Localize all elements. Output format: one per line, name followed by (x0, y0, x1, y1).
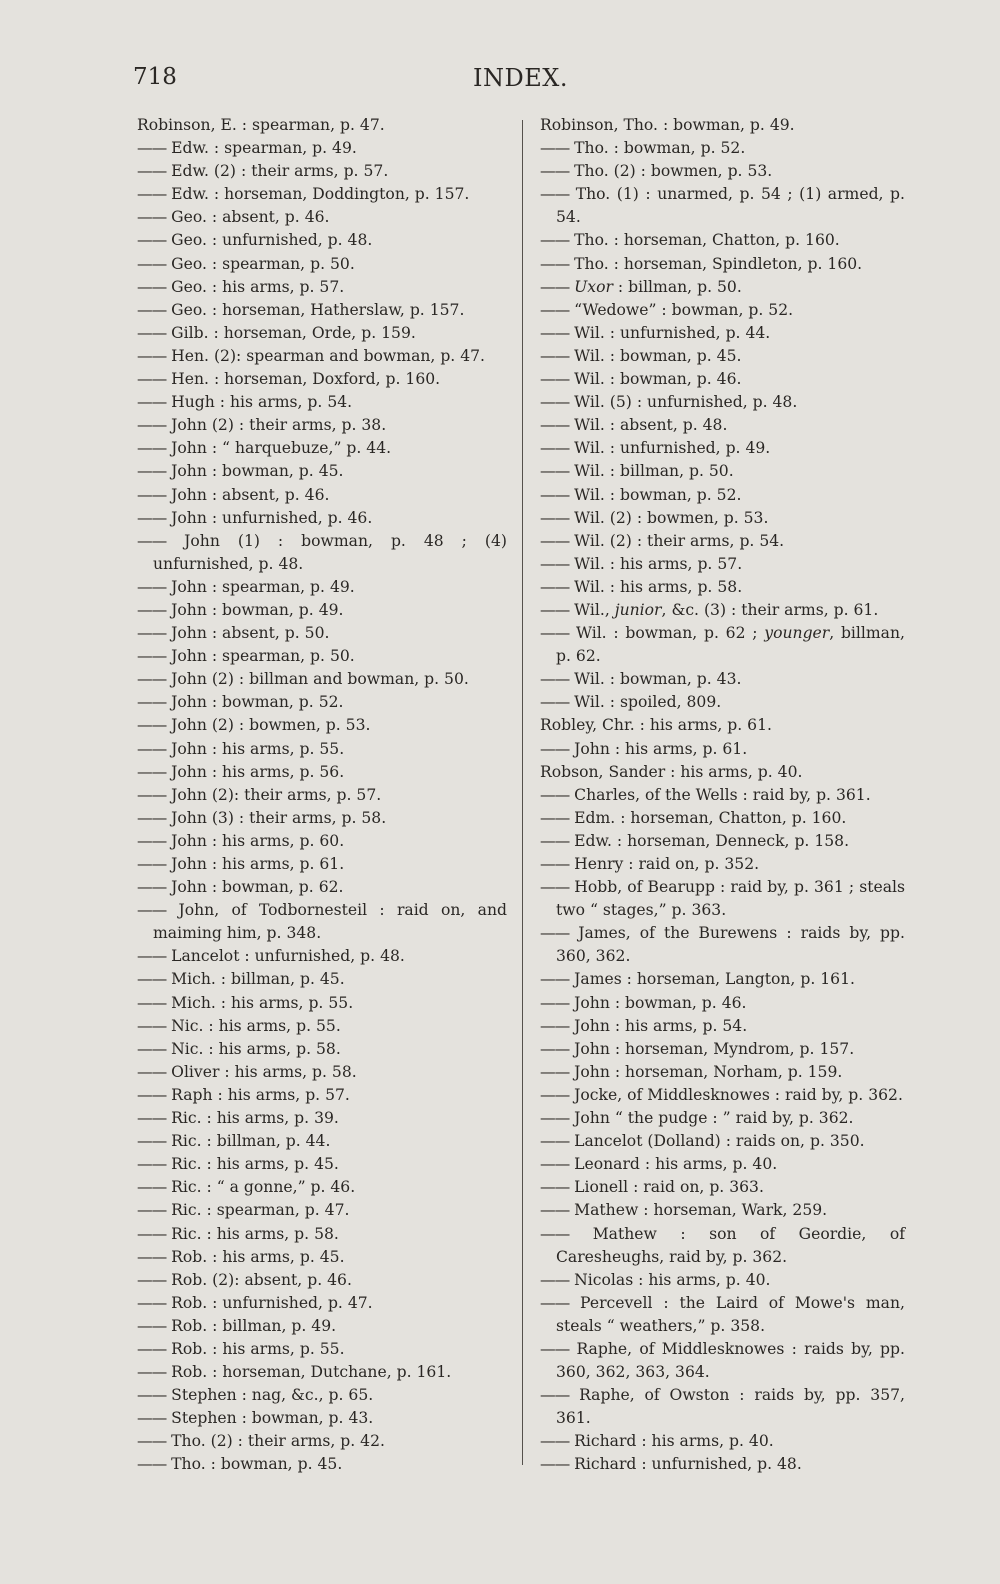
index-subentry: —— Mathew : horseman, Wark, 259. (540, 1199, 905, 1222)
index-subentry: —— Richard : unfurnished, p. 48. (540, 1453, 905, 1476)
index-subentry: —— Rob. : his arms, p. 55. (137, 1338, 507, 1361)
index-subentry: —— Tho. : horseman, Chatton, p. 160. (540, 229, 905, 252)
index-subentry: —— John : his arms, p. 61. (137, 853, 507, 876)
index-subentry: —— John : his arms, p. 54. (540, 1015, 905, 1038)
index-column-left (137, 114, 507, 1477)
index-subentry: —— Edw. : horseman, Denneck, p. 158. (540, 830, 905, 853)
index-subentry: —— John : bowman, p. 45. (137, 460, 507, 483)
index-subentry: —— Tho. : horseman, Spindleton, p. 160. (540, 253, 905, 276)
index-subentry: —— Oliver : his arms, p. 58. (137, 1061, 507, 1084)
page-number: 718 (133, 64, 177, 90)
index-subentry: —— Wil. : bowman, p. 52. (540, 484, 905, 507)
index-subentry: —— Hen. (2): spearman and bowman, p. 47. (137, 345, 507, 368)
index-subentry: —— Stephen : bowman, p. 43. (137, 1407, 507, 1430)
index-subentry: —— Mathew : son of Geordie, of Caresheughs, raid by, p. 362. (540, 1223, 905, 1269)
index-subentry: —— Wil. : absent, p. 48. (540, 414, 905, 437)
index-subentry: —— Stephen : nag, &c., p. 65. (137, 1384, 507, 1407)
index-subentry: —— Wil. : bowman, p. 62 ; younger, billman, p. 62. (540, 622, 905, 668)
index-subentry: —— Leonard : his arms, p. 40. (540, 1153, 905, 1176)
index-subentry: —— Wil. (2) : bowmen, p. 53. (540, 507, 905, 530)
index-subentry: —— John, of Todbornesteil : raid on, and maiming him, p. 348. (137, 899, 507, 945)
index-subentry: —— Charles, of the Wells : raid by, p. 361. (540, 784, 905, 807)
index-subentry: —— Ric. : spearman, p. 47. (137, 1199, 507, 1222)
index-subentry: —— Mich. : billman, p. 45. (137, 968, 507, 991)
index-subentry: —— Raph : his arms, p. 57. (137, 1084, 507, 1107)
index-subentry: —— Edw. : spearman, p. 49. (137, 137, 507, 160)
index-subentry: —— Hobb, of Bearupp : raid by, p. 361 ; steals two “ stages,” p. 363. (540, 876, 905, 922)
index-subentry: —— Rob. (2): absent, p. 46. (137, 1269, 507, 1292)
index-subentry: —— Nic. : his arms, p. 55. (137, 1015, 507, 1038)
index-entry: Robinson, E. : spearman, p. 47. (137, 116, 385, 134)
index-subentry: —— Lionell : raid on, p. 363. (540, 1176, 905, 1199)
index-subentry: —— Geo. : absent, p. 46. (137, 206, 507, 229)
index-subentry: —— Edm. : horseman, Chatton, p. 160. (540, 807, 905, 830)
index-subentry: —— Hugh : his arms, p. 54. (137, 391, 507, 414)
index-subentry: —— Rob. : horseman, Dutchane, p. 161. (137, 1361, 507, 1384)
index-subentry: —— Jocke, of Middlesknowes : raid by, p. 362. (540, 1084, 905, 1107)
column-divider (522, 120, 523, 1465)
index-subentry: —— Rob. : unfurnished, p. 47. (137, 1292, 507, 1315)
index-subentry: —— John : spearman, p. 49. (137, 576, 507, 599)
index-subentry: —— Tho. : bowman, p. 45. (137, 1453, 507, 1476)
index-subentry: —— John : his arms, p. 61. (540, 738, 905, 761)
index-subentry: —— Wil. : bowman, p. 46. (540, 368, 905, 391)
index-subentry: —— Percevell : the Laird of Mowe's man, steals “ weathers,” p. 358. (540, 1292, 905, 1338)
index-subentry: —— James : horseman, Langton, p. 161. (540, 968, 905, 991)
index-subentry: —— Raphe, of Owston : raids by, pp. 357, 361. (540, 1384, 905, 1430)
index-subentry: —— Uxor : billman, p. 50. (540, 276, 905, 299)
index-subentry: —— Lancelot : unfurnished, p. 48. (137, 945, 507, 968)
index-subentry: —— Hen. : horseman, Doxford, p. 160. (137, 368, 507, 391)
index-subentry: —— John : horseman, Myndrom, p. 157. (540, 1038, 905, 1061)
index-subentry: —— John “ the pudge : ” raid by, p. 362. (540, 1107, 905, 1130)
index-subentry: —— Wil. : unfurnished, p. 44. (540, 322, 905, 345)
index-subentry: —— Wil. : his arms, p. 58. (540, 576, 905, 599)
index-subentry: —— Geo. : horseman, Hatherslaw, p. 157. (137, 299, 507, 322)
index-subentry: —— Ric. : his arms, p. 39. (137, 1107, 507, 1130)
index-subentry: —— John : bowman, p. 49. (137, 599, 507, 622)
index-entry: Robley, Chr. : his arms, p. 61. (540, 716, 772, 735)
index-subentry: —— Geo. : unfurnished, p. 48. (137, 229, 507, 252)
index-subentry: —— John (2) : their arms, p. 38. (137, 414, 507, 437)
index-subentry: —— Ric. : his arms, p. 45. (137, 1153, 507, 1176)
index-subentry: —— Geo. : spearman, p. 50. (137, 253, 507, 276)
index-subentry: —— Wil. : bowman, p. 45. (540, 345, 905, 368)
index-subentry: —— Geo. : his arms, p. 57. (137, 276, 507, 299)
index-subentry: —— Tho. (2) : their arms, p. 42. (137, 1430, 507, 1453)
index-subentry: —— James, of the Burewens : raids by, pp. 360, 362. (540, 922, 905, 968)
index-subentry: —— John : bowman, p. 52. (137, 691, 507, 714)
index-subentry: —— Wil. : bowman, p. 43. (540, 668, 905, 691)
index-subentry: —— John : absent, p. 50. (137, 622, 507, 645)
index-subentry: —— Wil. : his arms, p. 57. (540, 553, 905, 576)
index-subentry: —— Tho. (2) : bowmen, p. 53. (540, 160, 905, 183)
index-subentry: —— John : horseman, Norham, p. 159. (540, 1061, 905, 1084)
index-subentry: —— “Wedowe” : bowman, p. 52. (540, 299, 905, 322)
index-subentry: —— Wil. : billman, p. 50. (540, 460, 905, 483)
index-subentry: —— Wil. : unfurnished, p. 49. (540, 437, 905, 460)
index-subentry: —— John : his arms, p. 55. (137, 738, 507, 761)
page-header (133, 64, 908, 104)
index-subentry: —— Nic. : his arms, p. 58. (137, 1038, 507, 1061)
index-entry: Robson, Sander : his arms, p. 40. (540, 762, 803, 781)
index-column-right (540, 114, 905, 1477)
index-subentry: —— John (2): their arms, p. 57. (137, 784, 507, 807)
index-subentry: —— Wil. (2) : their arms, p. 54. (540, 530, 905, 553)
index-subentry: —— Gilb. : horseman, Orde, p. 159. (137, 322, 507, 345)
index-subentry: —— John : absent, p. 46. (137, 484, 507, 507)
index-subentry: —— John (3) : their arms, p. 58. (137, 807, 507, 830)
index-subentry: —— Ric. : his arms, p. 58. (137, 1223, 507, 1246)
index-subentry: —— John : his arms, p. 60. (137, 830, 507, 853)
index-subentry: —— John : bowman, p. 62. (137, 876, 507, 899)
index-entry: Robinson, Tho. : bowman, p. 49. (540, 116, 795, 134)
index-subentry: —— Mich. : his arms, p. 55. (137, 992, 507, 1015)
index-subentry: —— John : bowman, p. 46. (540, 992, 905, 1015)
index-subentry: —— Wil. : spoiled, 809. (540, 691, 905, 714)
index-subentry: —— Wil. (5) : unfurnished, p. 48. (540, 391, 905, 414)
index-subentry: —— Nicolas : his arms, p. 40. (540, 1269, 905, 1292)
index-subentry: —— Richard : his arms, p. 40. (540, 1430, 905, 1453)
index-subentry: —— Ric. : billman, p. 44. (137, 1130, 507, 1153)
index-subentry: —— Tho. : bowman, p. 52. (540, 137, 905, 160)
index-subentry: —— Rob. : his arms, p. 45. (137, 1246, 507, 1269)
index-subentry: —— John : unfurnished, p. 46. (137, 507, 507, 530)
index-subentry: —— John : his arms, p. 56. (137, 761, 507, 784)
index-subentry: —— John (1) : bowman, p. 48 ; (4) unfurnished, p. 48. (137, 530, 507, 576)
index-subentry: —— Edw. (2) : their arms, p. 57. (137, 160, 507, 183)
page-title: INDEX. (473, 64, 568, 92)
index-subentry: —— Ric. : “ a gonne,” p. 46. (137, 1176, 507, 1199)
index-subentry: —— Edw. : horseman, Doddington, p. 157. (137, 183, 507, 206)
index-subentry: —— Rob. : billman, p. 49. (137, 1315, 507, 1338)
index-subentry: —— John (2) : bowmen, p. 53. (137, 714, 507, 737)
index-subentry: —— John (2) : billman and bowman, p. 50. (137, 668, 507, 691)
index-subentry: —— John : “ harquebuze,” p. 44. (137, 437, 507, 460)
index-subentry: —— Raphe, of Middlesknowes : raids by, pp. 360, 362, 363, 364. (540, 1338, 905, 1384)
index-subentry: —— Henry : raid on, p. 352. (540, 853, 905, 876)
index-subentry: —— Lancelot (Dolland) : raids on, p. 350. (540, 1130, 905, 1153)
index-subentry: —— Tho. (1) : unarmed, p. 54 ; (1) armed, p. 54. (540, 183, 905, 229)
index-subentry: —— John : spearman, p. 50. (137, 645, 507, 668)
index-subentry: —— Wil., junior, &c. (3) : their arms, p. 61. (540, 599, 905, 622)
